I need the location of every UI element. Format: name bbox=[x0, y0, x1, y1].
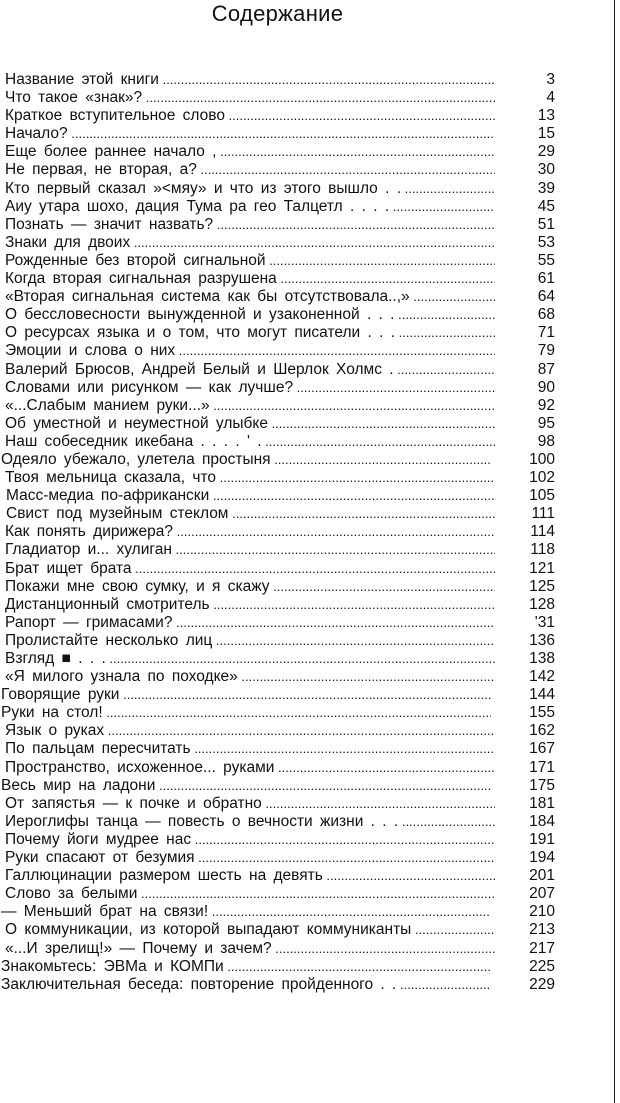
toc-entry-title: Слово за белыми ..... bbox=[5, 885, 495, 903]
toc-entry-page: 217 bbox=[529, 939, 555, 957]
toc-entry-page: 229 bbox=[529, 975, 555, 993]
toc-entry-title: Твоя мельница сказала, что ..... bbox=[5, 469, 495, 487]
toc-entry bbox=[0, 759, 560, 777]
toc-entry bbox=[0, 306, 560, 324]
toc-entry bbox=[0, 668, 560, 686]
toc-entry-title: По пальцам пересчитать ..... bbox=[5, 740, 495, 758]
toc-entry-title: Кто первый сказал »<мяу» и что из этого вышло . . ..... bbox=[5, 180, 495, 198]
toc-entry-title: От запястья — к почке и обратно ..... bbox=[5, 795, 495, 813]
toc-entry-title: О коммуникации, из которой выпадают коммуниканты ..... bbox=[5, 921, 495, 939]
toc-entry-page: 210 bbox=[529, 903, 555, 921]
toc-entry-title: Гладиатор и... хулиган ..... bbox=[5, 541, 495, 559]
toc-entry bbox=[0, 541, 560, 559]
toc-entry bbox=[0, 143, 560, 161]
toc-entry-page: 3 bbox=[546, 71, 555, 88]
toc-entry bbox=[0, 415, 560, 433]
toc-entry-page: 51 bbox=[537, 215, 555, 233]
toc-entry bbox=[0, 469, 560, 487]
toc-entry-title: Наш собеседник икебана . . . . ' . ..... bbox=[5, 433, 495, 451]
toc-entry-page: 136 bbox=[529, 631, 555, 649]
toc-entry bbox=[0, 813, 560, 831]
toc-entry bbox=[0, 849, 560, 867]
toc-entry-page: 191 bbox=[529, 830, 555, 848]
toc-entry-page: 128 bbox=[529, 595, 555, 613]
toc-entry-page: 64 bbox=[537, 288, 555, 306]
toc-entry-title: Язык о руках ..... bbox=[5, 722, 495, 740]
toc-entry-title: Взгляд ■ . . . ..... bbox=[5, 650, 495, 668]
toc-entry bbox=[0, 686, 560, 704]
toc-entry-title: Эмоции и слова о них ..... bbox=[5, 342, 495, 360]
toc-entry bbox=[0, 560, 560, 578]
toc-entry-title: Одеяло убежало, улетела простыня ..... bbox=[1, 451, 491, 469]
toc-entry-page: 53 bbox=[537, 233, 555, 251]
toc-entry bbox=[0, 596, 560, 614]
toc-entry-page: 100 bbox=[529, 450, 555, 468]
toc-entry-title: Руки спасают от безумия ..... bbox=[5, 849, 495, 867]
toc-entry-page: 225 bbox=[529, 957, 555, 975]
toc-entry-page: 162 bbox=[529, 722, 555, 740]
toc-entry-page: 4 bbox=[546, 89, 555, 107]
toc-entry bbox=[0, 740, 560, 758]
toc-entry bbox=[0, 940, 560, 958]
toc-entry-title: Руки на стол! ..... bbox=[1, 704, 491, 722]
toc-entry-title: Покажи мне свою сумку, и я скажу ..... bbox=[5, 578, 495, 596]
toc-entry-title: Иероглифы танца — повесть о вечности жизни . . . ..... bbox=[5, 813, 495, 831]
toc-entry-title: Пролистайте несколько лиц ..... bbox=[5, 632, 495, 650]
toc-entry-page: 184 bbox=[529, 812, 555, 830]
toc-entry-page: 39 bbox=[537, 179, 555, 197]
toc-entry-title: Почему йоги мудрее нас ..... bbox=[5, 831, 495, 849]
toc-entry-page: 167 bbox=[529, 740, 555, 758]
toc-entry bbox=[0, 324, 560, 342]
toc-entry-title: Валерий Брюсов, Андрей Белый и Шерлок Холмс . ..... bbox=[5, 361, 495, 379]
toc-entry-title: Заключительная беседа: повторение пройденного . . ..... bbox=[1, 976, 491, 994]
toc-entry-title: Брат ищет брата ..... bbox=[5, 560, 495, 578]
toc-entry bbox=[0, 722, 560, 740]
toc-entry-page: 111 bbox=[531, 505, 555, 523]
toc-entry-page: 142 bbox=[529, 668, 555, 686]
toc-entry-title: Название этой книги ..... bbox=[5, 71, 495, 89]
toc-entry bbox=[0, 71, 560, 89]
toc-entry-title: Словами или рисунком — как лучше? ..... bbox=[5, 379, 495, 397]
toc-entry-title: — Меньший брат на связи! ..... bbox=[1, 903, 491, 921]
toc-entry-page: 114 bbox=[530, 523, 555, 541]
toc-entry bbox=[0, 252, 560, 270]
toc-entry-title: Об уместной и неуместной улыбке ..... bbox=[5, 415, 495, 433]
toc-entry bbox=[0, 487, 560, 505]
toc-entry-page: 155 bbox=[529, 704, 555, 722]
toc-entry bbox=[0, 777, 560, 795]
page-title: Содержание bbox=[211, 1, 344, 26]
toc-entry-page: 144 bbox=[529, 686, 555, 704]
toc-entry-title: Знакомьтесь: ЭВМа и КОМПи ..... bbox=[1, 958, 491, 976]
toc-entry bbox=[0, 867, 560, 885]
toc-entry-title: Еще более раннее начало , ..... bbox=[5, 143, 495, 161]
toc-entry-title: Познать — значит назвать? ..... bbox=[5, 216, 495, 234]
toc-entry-page: 213 bbox=[529, 921, 555, 939]
toc-entry-title: Как понять дирижера? ..... bbox=[5, 523, 495, 541]
toc-entry-title: Когда вторая сигнальная разрушена ..... bbox=[5, 270, 495, 288]
toc-entry-page: 181 bbox=[529, 794, 555, 812]
toc-entry bbox=[0, 234, 560, 252]
toc-entry-page: 201 bbox=[529, 867, 555, 885]
toc-entry-title: Масс-медиа по-африкански ..... bbox=[6, 487, 496, 505]
toc-entry-title: Пространство, исхоженное... руками ..... bbox=[5, 759, 495, 777]
toc-entry bbox=[0, 632, 560, 650]
toc-entry bbox=[0, 107, 560, 125]
toc-entry-page: 45 bbox=[537, 197, 555, 215]
table-of-contents bbox=[0, 71, 560, 994]
toc-entry bbox=[0, 505, 560, 523]
toc-entry-page: 95 bbox=[537, 414, 555, 432]
toc-entry-page: 102 bbox=[529, 469, 555, 487]
toc-entry-title: «...И зрелищ!» — Почему и зачем? ..... bbox=[5, 940, 495, 958]
toc-entry-page: 13 bbox=[537, 107, 555, 125]
toc-entry bbox=[0, 125, 560, 143]
toc-entry-page: 175 bbox=[529, 776, 555, 794]
toc-entry bbox=[0, 397, 560, 415]
toc-entry-page: 29 bbox=[537, 143, 555, 161]
toc-entry-title: Краткое вступительное слово ..... bbox=[5, 107, 495, 125]
toc-entry-page: 30 bbox=[537, 161, 555, 179]
toc-entry bbox=[0, 361, 560, 379]
toc-entry bbox=[0, 161, 560, 179]
toc-entry bbox=[0, 650, 560, 668]
toc-entry bbox=[0, 180, 560, 198]
toc-entry bbox=[0, 921, 560, 939]
toc-entry bbox=[0, 288, 560, 306]
toc-entry-page: 118 bbox=[530, 541, 555, 559]
toc-entry-page: 79 bbox=[537, 342, 555, 360]
toc-entry-title: Свист под музейным стеклом ..... bbox=[6, 505, 496, 523]
toc-entry bbox=[0, 89, 560, 107]
toc-entry-title: Рожденные без второй сигнальной ..... bbox=[5, 252, 495, 270]
toc-entry-page: 90 bbox=[537, 378, 555, 396]
toc-entry-title: Весь мир на ладони ..... bbox=[1, 777, 491, 795]
toc-entry bbox=[0, 578, 560, 596]
toc-entry bbox=[0, 976, 560, 994]
toc-entry bbox=[0, 831, 560, 849]
toc-entry-page: 71 bbox=[537, 324, 555, 342]
toc-entry-page: 121 bbox=[529, 559, 555, 577]
toc-entry bbox=[0, 958, 560, 976]
toc-entry-title: «Вторая сигнальная система как бы отсутствовала..,» ..... bbox=[5, 288, 495, 306]
toc-entry-page: 125 bbox=[529, 577, 555, 595]
toc-entry-page: '31 bbox=[534, 613, 555, 631]
toc-entry bbox=[0, 433, 560, 451]
toc-entry-page: 207 bbox=[529, 885, 555, 903]
toc-entry bbox=[0, 451, 560, 469]
toc-entry-title: О бессловесности вынужденной и узаконенной . . . ..... bbox=[5, 306, 495, 324]
toc-entry bbox=[0, 342, 560, 360]
toc-entry-title: Знаки для двоих ..... bbox=[5, 234, 495, 252]
toc-entry-title: «...Слабым манием руки...» ..... bbox=[5, 397, 495, 415]
toc-entry-page: 68 bbox=[537, 306, 555, 324]
toc-entry-title: Не первая, не вторая, а? ..... bbox=[5, 161, 495, 179]
toc-entry bbox=[0, 523, 560, 541]
toc-entry bbox=[0, 795, 560, 813]
toc-entry-title: О ресурсах языка и о том, что могут писатели . . . ..... bbox=[5, 324, 495, 342]
toc-entry-title: Дистанционный смотритель ..... bbox=[5, 596, 495, 614]
toc-entry-title: Что такое «знак»? ..... bbox=[5, 89, 495, 107]
toc-entry-title: Аиу утара шохо, дация Тума ра гео Талцетл . . . . ..... bbox=[5, 198, 495, 216]
toc-entry-page: 15 bbox=[537, 125, 555, 143]
toc-entry bbox=[0, 704, 560, 722]
toc-entry-page: 194 bbox=[529, 849, 555, 867]
toc-entry bbox=[0, 270, 560, 288]
toc-entry-title: Говорящие руки ..... bbox=[1, 686, 491, 704]
toc-entry-page: 171 bbox=[529, 758, 555, 776]
toc-entry bbox=[0, 379, 560, 397]
toc-entry-page: 138 bbox=[529, 650, 555, 667]
toc-entry-page: 98 bbox=[537, 432, 555, 450]
toc-entry-title: Начало? ..... bbox=[5, 125, 495, 143]
toc-entry bbox=[0, 198, 560, 216]
toc-entry-page: 61 bbox=[537, 270, 555, 288]
toc-entry-page: 55 bbox=[537, 251, 555, 269]
toc-entry bbox=[0, 216, 560, 234]
toc-entry bbox=[0, 903, 560, 921]
toc-entry bbox=[0, 614, 560, 632]
toc-entry bbox=[0, 885, 560, 903]
page-edge-line bbox=[614, 0, 615, 1103]
toc-entry-page: 92 bbox=[537, 396, 555, 414]
toc-entry-title: Рапорт — гримасами? ..... bbox=[5, 614, 495, 632]
toc-entry-title: Галлюцинации размером шесть на девять ..... bbox=[5, 867, 495, 885]
toc-entry-page: 87 bbox=[537, 360, 555, 378]
toc-entry-title: «Я милого узнала по походке» ..... bbox=[5, 668, 495, 686]
toc-entry-page: 105 bbox=[529, 487, 555, 505]
